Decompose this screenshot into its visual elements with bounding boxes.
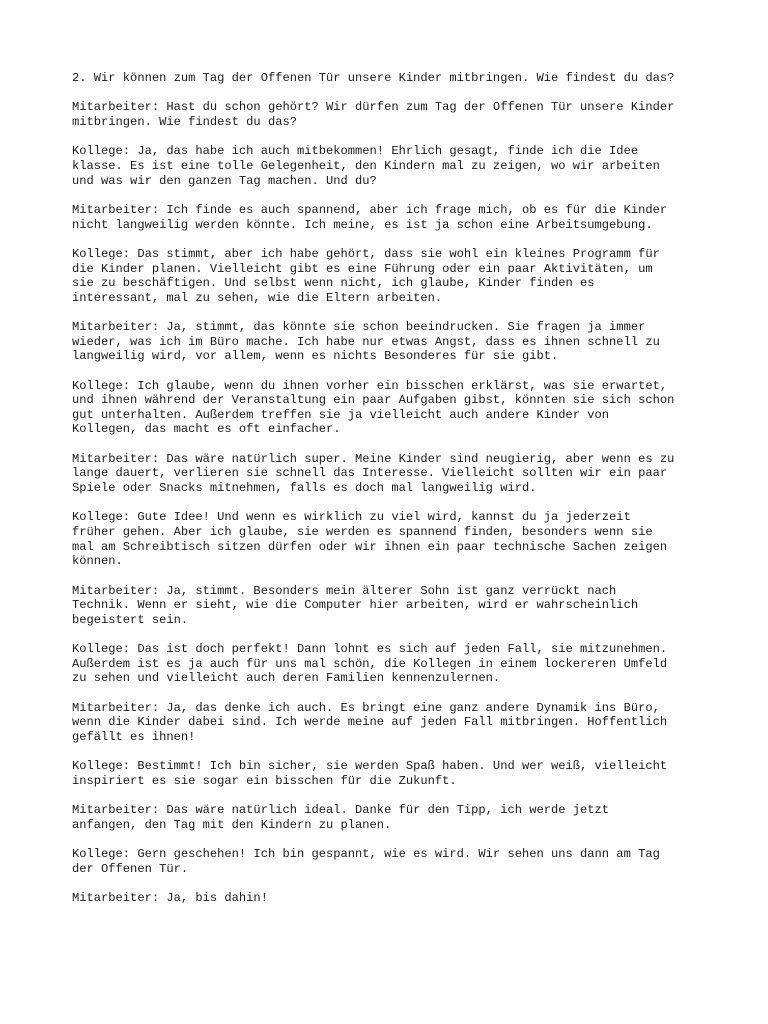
dialogue-paragraph: Kollege: Das stimmt, aber ich habe gehört, dass sie wohl ein kleines Programm für die Kinder planen. Vielleicht gibt es eine Führung oder ein paar Aktivitäten, um sie zu beschäftigen. Und selbst wenn nicht, ich glaube, Kinder finden es interessant, mal zu sehen, wie die Eltern arbeiten. [72,246,660,305]
dialogue-paragraph: Mitarbeiter: Ja, stimmt, das könnte sie schon beeindrucken. Sie fragen ja immer wieder, was ich im Büro mache. Ich habe nur etwas Angst, dass es ihnen schnell zu langweilig wird, vor allem, wenn es nichts Besonderes für sie gibt. [72,320,660,364]
dialogue-paragraph: Mitarbeiter: Ja, das denke ich auch. Es bringt eine ganz andere Dynamik ins Büro, wenn die Kinder dabei sind. Ich werde meine auf jeden Fall mitbringen. Hoffentlich gefällt es ihnen! [72,700,668,744]
document-page [72,71,712,921]
dialogue-paragraph: Mitarbeiter: Das wäre natürlich ideal. Danke für den Tipp, ich werde jetzt anfangen, den Tag mit den Kindern zu planen. [72,803,610,832]
dialogue-paragraph: Mitarbeiter: Hast du schon gehört? Wir dürfen zum Tag der Offenen Tür unsere Kinder mitbringen. Wie findest du das? [72,100,675,129]
dialogue-paragraph: Kollege: Ich glaube, wenn du ihnen vorher ein bisschen erklärst, was sie erwartet, und ihnen während der Veranstaltung ein paar Aufgaben gibst, könnten sie sich schon gut unterhalten. Außerdem treffen sie ja vielleicht auch andere Kinder von Kollegen, das macht es oft einfacher. [72,378,675,437]
dialogue-paragraph: Mitarbeiter: Ich finde es auch spannend, aber ich frage mich, ob es für die Kinder nicht langweilig werden könnte. Ich meine, es ist ja schon eine Arbeitsumgebung. [72,202,668,232]
dialogue-paragraph: Mitarbeiter: Ja, bis dahin! [72,891,268,906]
dialogue-paragraph: Kollege: Das ist doch perfekt! Dann lohnt es sich auf jeden Fall, sie mitzunehmen. Außerdem ist es ja auch für uns mal schön, die Kollegen in einem lockereren Umfeld zu sehen und vielleicht auch deren Familien kennenzulernen. [72,642,668,686]
dialogue-paragraph: Kollege: Ja, das habe ich auch mitbekommen! Ehrlich gesagt, finde ich die Idee klasse. Es ist eine tolle Gelegenheit, den Kindern mal zu zeigen, wo wir arbeiten und was wir den ganzen Tag machen. Und du? [72,144,660,188]
dialogue-paragraph: Mitarbeiter: Das wäre natürlich super. Meine Kinder sind neugierig, aber wenn es zu lange dauert, verlieren sie schnell das Interesse. Vielleicht sollten wir ein paar Spiele oder Snacks mitnehmen, falls es doch mal langweilig wird. [72,451,675,496]
dialogue-paragraph: Mitarbeiter: Ja, stimmt. Besonders mein älterer Sohn ist ganz verrückt nach Technik. Wenn er sieht, wie die Computer hier arbeiten, wird er wahrscheinlich begeistert sein. [72,583,639,627]
dialogue-paragraph: Kollege: Gern geschehen! Ich bin gespannt, wie es wird. Wir sehen uns dann am Tag der Offenen Tür. [72,847,660,876]
document-heading: 2. Wir können zum Tag der Offenen Tür unsere Kinder mitbringen. Wie findest du das? [72,71,675,85]
dialogue-paragraph: Kollege: Gute Idee! Und wenn es wirklich zu viel wird, kannst du ja jederzeit früher gehen. Aber ich glaube, sie werden es spannend finden, besonders wenn sie mal am Schreibtisch sitzen dürfen oder wir ihnen ein paar technische Sachen zeigen können. [72,510,668,569]
dialogue-paragraph: Kollege: Bestimmt! Ich bin sicher, sie werden Spaß haben. Und wer weiß, vielleicht inspiriert es sie sogar ein bisschen für die Zukunft. [72,759,668,788]
